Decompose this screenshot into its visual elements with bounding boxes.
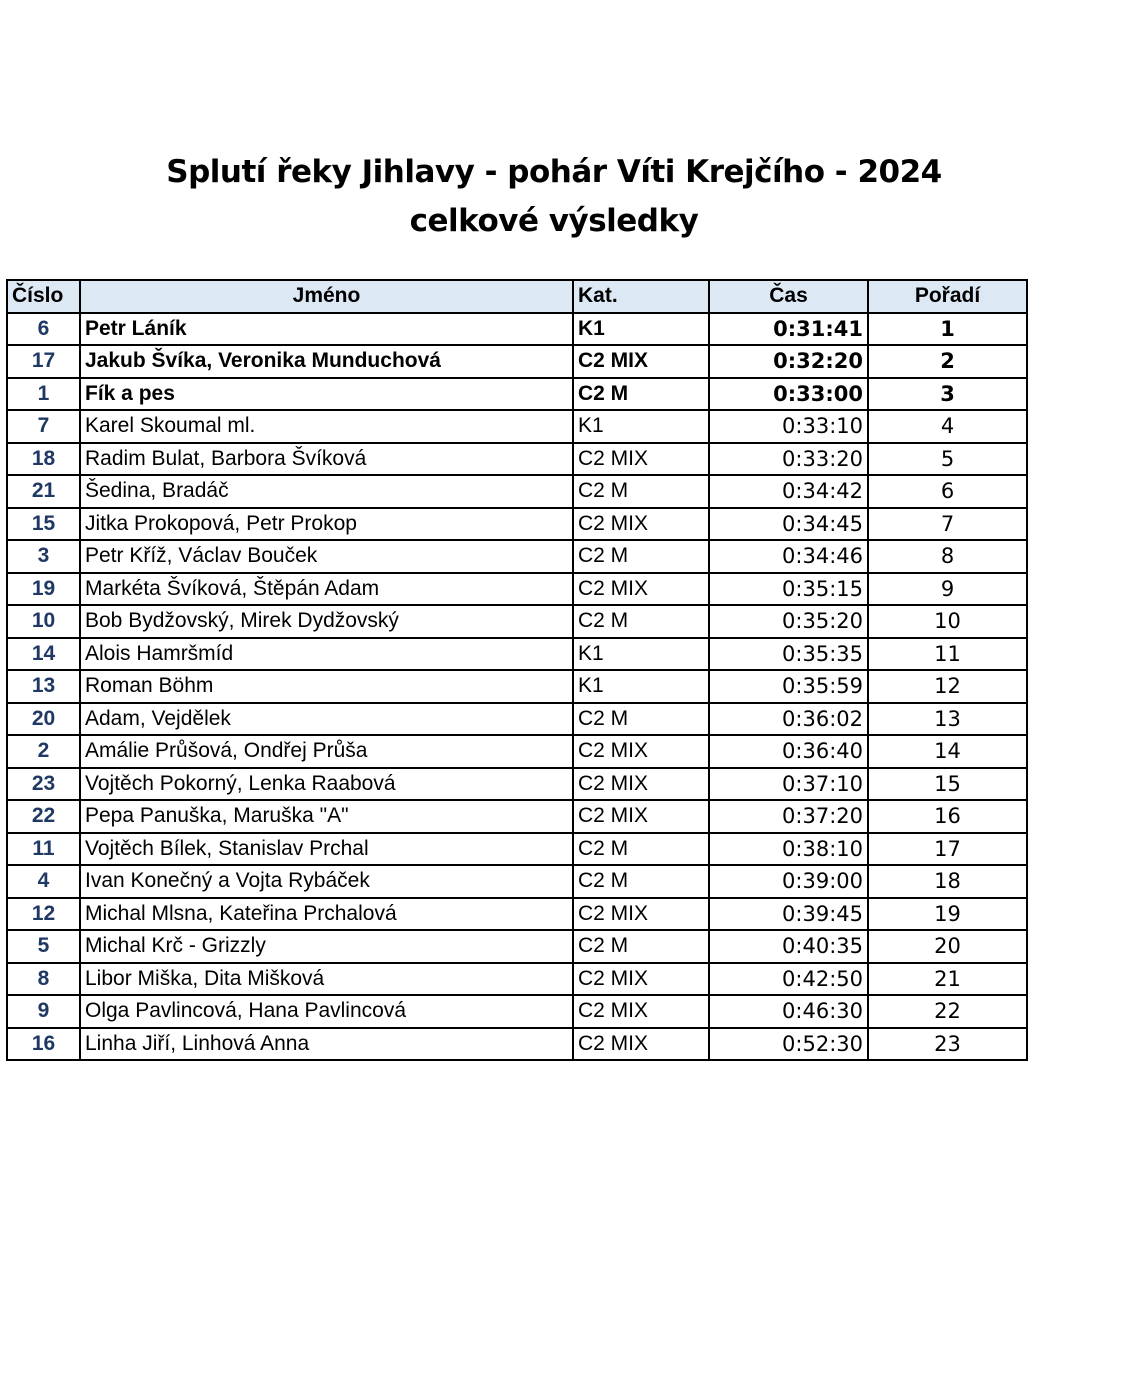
cell-number: 6 <box>7 313 80 346</box>
cell-rank: 16 <box>868 800 1027 833</box>
cell-category: C2 M <box>573 475 709 508</box>
cell-name: Markéta Švíková, Štěpán Adam <box>80 573 573 606</box>
cell-time: 0:38:10 <box>709 833 868 866</box>
cell-category: K1 <box>573 638 709 671</box>
header-category: Kat. <box>573 280 709 313</box>
cell-name: Karel Skoumal ml. <box>80 410 573 443</box>
cell-name: Michal Krč - Grizzly <box>80 930 573 963</box>
cell-category: K1 <box>573 670 709 703</box>
cell-time: 0:31:41 <box>709 313 868 346</box>
table-row <box>7 703 1027 736</box>
table-row <box>7 833 1027 866</box>
cell-time: 0:42:50 <box>709 963 868 996</box>
cell-rank: 8 <box>868 540 1027 573</box>
cell-rank: 2 <box>868 345 1027 378</box>
page-subtitle: celkové výsledky <box>409 203 699 239</box>
table-row <box>7 865 1027 898</box>
cell-time: 0:35:15 <box>709 573 868 606</box>
cell-number: 19 <box>7 573 80 606</box>
cell-category: C2 M <box>573 833 709 866</box>
cell-number: 22 <box>7 800 80 833</box>
cell-rank: 22 <box>868 995 1027 1028</box>
cell-name: Petr Láník <box>80 313 573 346</box>
cell-name: Bob Bydžovský, Mirek Dydžovský <box>80 605 573 638</box>
cell-time: 0:46:30 <box>709 995 868 1028</box>
table-row <box>7 540 1027 573</box>
cell-rank: 21 <box>868 963 1027 996</box>
cell-rank: 19 <box>868 898 1027 931</box>
cell-time: 0:36:40 <box>709 735 868 768</box>
cell-time: 0:37:20 <box>709 800 868 833</box>
cell-category: C2 MIX <box>573 508 709 541</box>
cell-rank: 23 <box>868 1028 1027 1061</box>
cell-category: C2 MIX <box>573 995 709 1028</box>
cell-number: 23 <box>7 768 80 801</box>
cell-category: C2 MIX <box>573 768 709 801</box>
page-title: Splutí řeky Jihlavy - pohár Víti Krejčího - 2024 <box>166 154 942 190</box>
cell-rank: 13 <box>868 703 1027 736</box>
cell-name: Radim Bulat, Barbora Švíková <box>80 443 573 476</box>
table-row <box>7 735 1027 768</box>
cell-name: Jitka Prokopová, Petr Prokop <box>80 508 573 541</box>
cell-category: C2 MIX <box>573 443 709 476</box>
cell-number: 11 <box>7 833 80 866</box>
cell-rank: 11 <box>868 638 1027 671</box>
cell-category: K1 <box>573 313 709 346</box>
table-row <box>7 898 1027 931</box>
cell-category: C2 M <box>573 865 709 898</box>
table-header-row <box>7 280 1027 313</box>
header-rank: Pořadí <box>868 280 1027 313</box>
cell-number: 16 <box>7 1028 80 1061</box>
cell-time: 0:33:00 <box>709 378 868 411</box>
cell-number: 21 <box>7 475 80 508</box>
table-row <box>7 670 1027 703</box>
cell-number: 17 <box>7 345 80 378</box>
table-row <box>7 475 1027 508</box>
table-row <box>7 345 1027 378</box>
header-name: Jméno <box>80 280 573 313</box>
cell-number: 14 <box>7 638 80 671</box>
cell-number: 13 <box>7 670 80 703</box>
table-row <box>7 1028 1027 1061</box>
cell-number: 20 <box>7 703 80 736</box>
table-row <box>7 605 1027 638</box>
cell-category: C2 M <box>573 540 709 573</box>
cell-name: Vojtěch Pokorný, Lenka Raabová <box>80 768 573 801</box>
cell-time: 0:35:20 <box>709 605 868 638</box>
cell-name: Alois Hamršmíd <box>80 638 573 671</box>
results-table <box>6 279 1028 1061</box>
cell-time: 0:52:30 <box>709 1028 868 1061</box>
cell-time: 0:34:42 <box>709 475 868 508</box>
cell-rank: 14 <box>868 735 1027 768</box>
cell-rank: 20 <box>868 930 1027 963</box>
cell-number: 5 <box>7 930 80 963</box>
cell-rank: 7 <box>868 508 1027 541</box>
table-row <box>7 800 1027 833</box>
cell-time: 0:40:35 <box>709 930 868 963</box>
cell-number: 8 <box>7 963 80 996</box>
table-row <box>7 313 1027 346</box>
cell-rank: 3 <box>868 378 1027 411</box>
cell-category: C2 MIX <box>573 345 709 378</box>
cell-category: C2 M <box>573 605 709 638</box>
cell-category: K1 <box>573 410 709 443</box>
table-row <box>7 410 1027 443</box>
cell-rank: 4 <box>868 410 1027 443</box>
cell-time: 0:33:10 <box>709 410 868 443</box>
cell-name: Linha Jiří, Linhová Anna <box>80 1028 573 1061</box>
cell-name: Ivan Konečný a Vojta Rybáček <box>80 865 573 898</box>
cell-number: 7 <box>7 410 80 443</box>
table-row <box>7 378 1027 411</box>
cell-rank: 6 <box>868 475 1027 508</box>
cell-number: 9 <box>7 995 80 1028</box>
cell-rank: 9 <box>868 573 1027 606</box>
cell-category: C2 M <box>573 378 709 411</box>
cell-time: 0:34:46 <box>709 540 868 573</box>
table-row <box>7 573 1027 606</box>
cell-category: C2 MIX <box>573 735 709 768</box>
cell-name: Olga Pavlincová, Hana Pavlincová <box>80 995 573 1028</box>
cell-name: Vojtěch Bílek, Stanislav Prchal <box>80 833 573 866</box>
cell-rank: 12 <box>868 670 1027 703</box>
cell-time: 0:39:00 <box>709 865 868 898</box>
cell-time: 0:32:20 <box>709 345 868 378</box>
cell-rank: 5 <box>868 443 1027 476</box>
cell-number: 12 <box>7 898 80 931</box>
cell-name: Fík a pes <box>80 378 573 411</box>
cell-name: Amálie Průšová, Ondřej Průša <box>80 735 573 768</box>
cell-time: 0:37:10 <box>709 768 868 801</box>
cell-category: C2 MIX <box>573 1028 709 1061</box>
cell-name: Šedina, Bradáč <box>80 475 573 508</box>
cell-rank: 10 <box>868 605 1027 638</box>
cell-number: 1 <box>7 378 80 411</box>
cell-category: C2 MIX <box>573 898 709 931</box>
table-row <box>7 443 1027 476</box>
cell-time: 0:35:35 <box>709 638 868 671</box>
cell-name: Michal Mlsna, Kateřina Prchalová <box>80 898 573 931</box>
cell-name: Pepa Panuška, Maruška "A" <box>80 800 573 833</box>
cell-name: Libor Miška, Dita Mišková <box>80 963 573 996</box>
cell-time: 0:39:45 <box>709 898 868 931</box>
cell-category: C2 MIX <box>573 963 709 996</box>
cell-number: 15 <box>7 508 80 541</box>
cell-rank: 17 <box>868 833 1027 866</box>
cell-category: C2 MIX <box>573 573 709 606</box>
table-row <box>7 930 1027 963</box>
cell-number: 3 <box>7 540 80 573</box>
cell-time: 0:33:20 <box>709 443 868 476</box>
cell-number: 10 <box>7 605 80 638</box>
table-row <box>7 995 1027 1028</box>
cell-name: Roman Böhm <box>80 670 573 703</box>
table-row <box>7 638 1027 671</box>
cell-time: 0:35:59 <box>709 670 868 703</box>
cell-category: C2 M <box>573 930 709 963</box>
cell-rank: 18 <box>868 865 1027 898</box>
table-row <box>7 508 1027 541</box>
cell-rank: 1 <box>868 313 1027 346</box>
cell-category: C2 MIX <box>573 800 709 833</box>
cell-name: Jakub Švíka, Veronika Munduchová <box>80 345 573 378</box>
cell-name: Petr Kříž, Václav Bouček <box>80 540 573 573</box>
header-number: Číslo <box>7 280 80 313</box>
table-row <box>7 963 1027 996</box>
header-time: Čas <box>709 280 868 313</box>
cell-name: Adam, Vejdělek <box>80 703 573 736</box>
table-row <box>7 768 1027 801</box>
cell-rank: 15 <box>868 768 1027 801</box>
cell-time: 0:36:02 <box>709 703 868 736</box>
cell-category: C2 M <box>573 703 709 736</box>
results-body <box>7 313 1027 1061</box>
cell-number: 4 <box>7 865 80 898</box>
cell-number: 18 <box>7 443 80 476</box>
cell-number: 2 <box>7 735 80 768</box>
cell-time: 0:34:45 <box>709 508 868 541</box>
